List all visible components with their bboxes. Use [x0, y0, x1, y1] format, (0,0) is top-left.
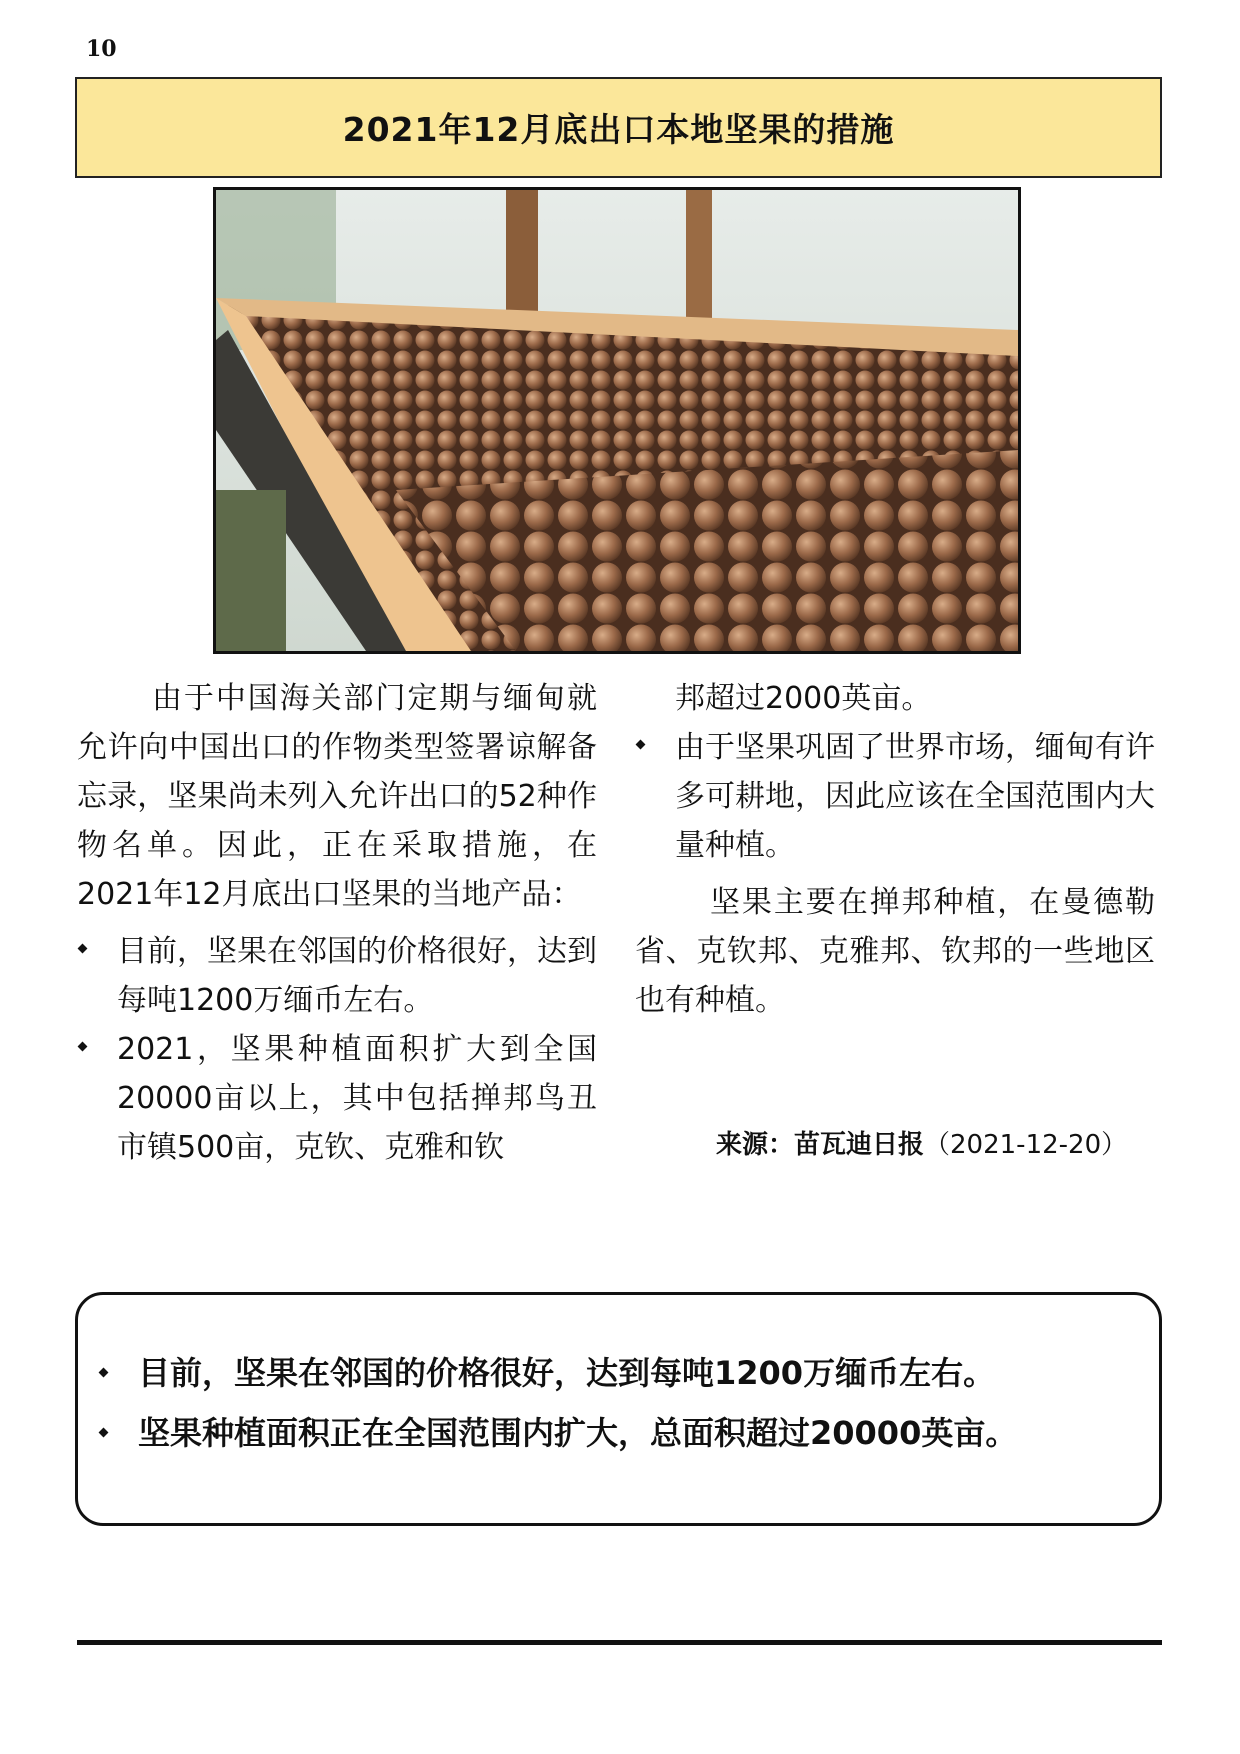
diamond-bullet-icon [99, 1428, 109, 1438]
bullet-text: 目前，坚果在邻国的价格很好，达到每吨1200万缅币左右。 [117, 934, 597, 1018]
list-item [77, 927, 597, 1025]
diamond-bullet-icon [78, 944, 88, 954]
article-right-column [635, 674, 1155, 1025]
summary-text: 坚果种植面积正在全国范围内扩大，总面积超过20000英亩。 [138, 1414, 1018, 1452]
summary-box [75, 1292, 1162, 1526]
article-left-column [77, 674, 597, 1172]
bottom-rule [77, 1640, 1162, 1645]
bullet-text: 由于坚果巩固了世界市场，缅甸有许多可耕地，因此应该在全国范围内大量种植。 [675, 730, 1155, 863]
summary-text: 目前，坚果在邻国的价格很好，达到每吨1200万缅币左右。 [138, 1354, 996, 1392]
diamond-bullet-icon [99, 1368, 109, 1378]
list-item [635, 723, 1155, 870]
diamond-bullet-icon [636, 740, 646, 750]
summary-list [98, 1343, 1129, 1463]
photo-illustration [216, 190, 1018, 651]
source-label: 来源：苗瓦迪日报 [716, 1130, 925, 1160]
bullet-list-continued [635, 723, 1155, 870]
intro-paragraph: 由于中国海关部门定期与缅甸就允许向中国出口的作物类型签署谅解备忘录，坚果尚未列入允许出口的52种作物名单。因此，正在采取措施，在2021年12月底出口坚果的当地产品： [77, 681, 597, 912]
source-date: （2021-12-20） [924, 1130, 1128, 1160]
diamond-bullet-icon [78, 1042, 88, 1052]
page-title: 2021年12月底出口本地坚果的措施 [342, 110, 895, 149]
bullet-list [77, 927, 597, 1172]
source-citation [716, 1124, 1127, 1161]
page-number: 10 [86, 36, 117, 62]
list-item [77, 1025, 597, 1172]
summary-item [98, 1343, 1129, 1403]
nuts-drying-photo [213, 187, 1021, 654]
bullet-continuation: 邦超过2000英亩。 [675, 681, 932, 716]
summary-item [98, 1403, 1129, 1463]
title-banner [75, 77, 1162, 178]
closing-paragraph: 坚果主要在掸邦种植，在曼德勒省、克钦邦、克雅邦、钦邦的一些地区也有种植。 [635, 885, 1155, 1018]
bullet-text: 2021，坚果种植面积扩大到全国20000亩以上，其中包括掸邦鸟丑市镇500亩，克钦、克雅和钦 [117, 1032, 597, 1165]
